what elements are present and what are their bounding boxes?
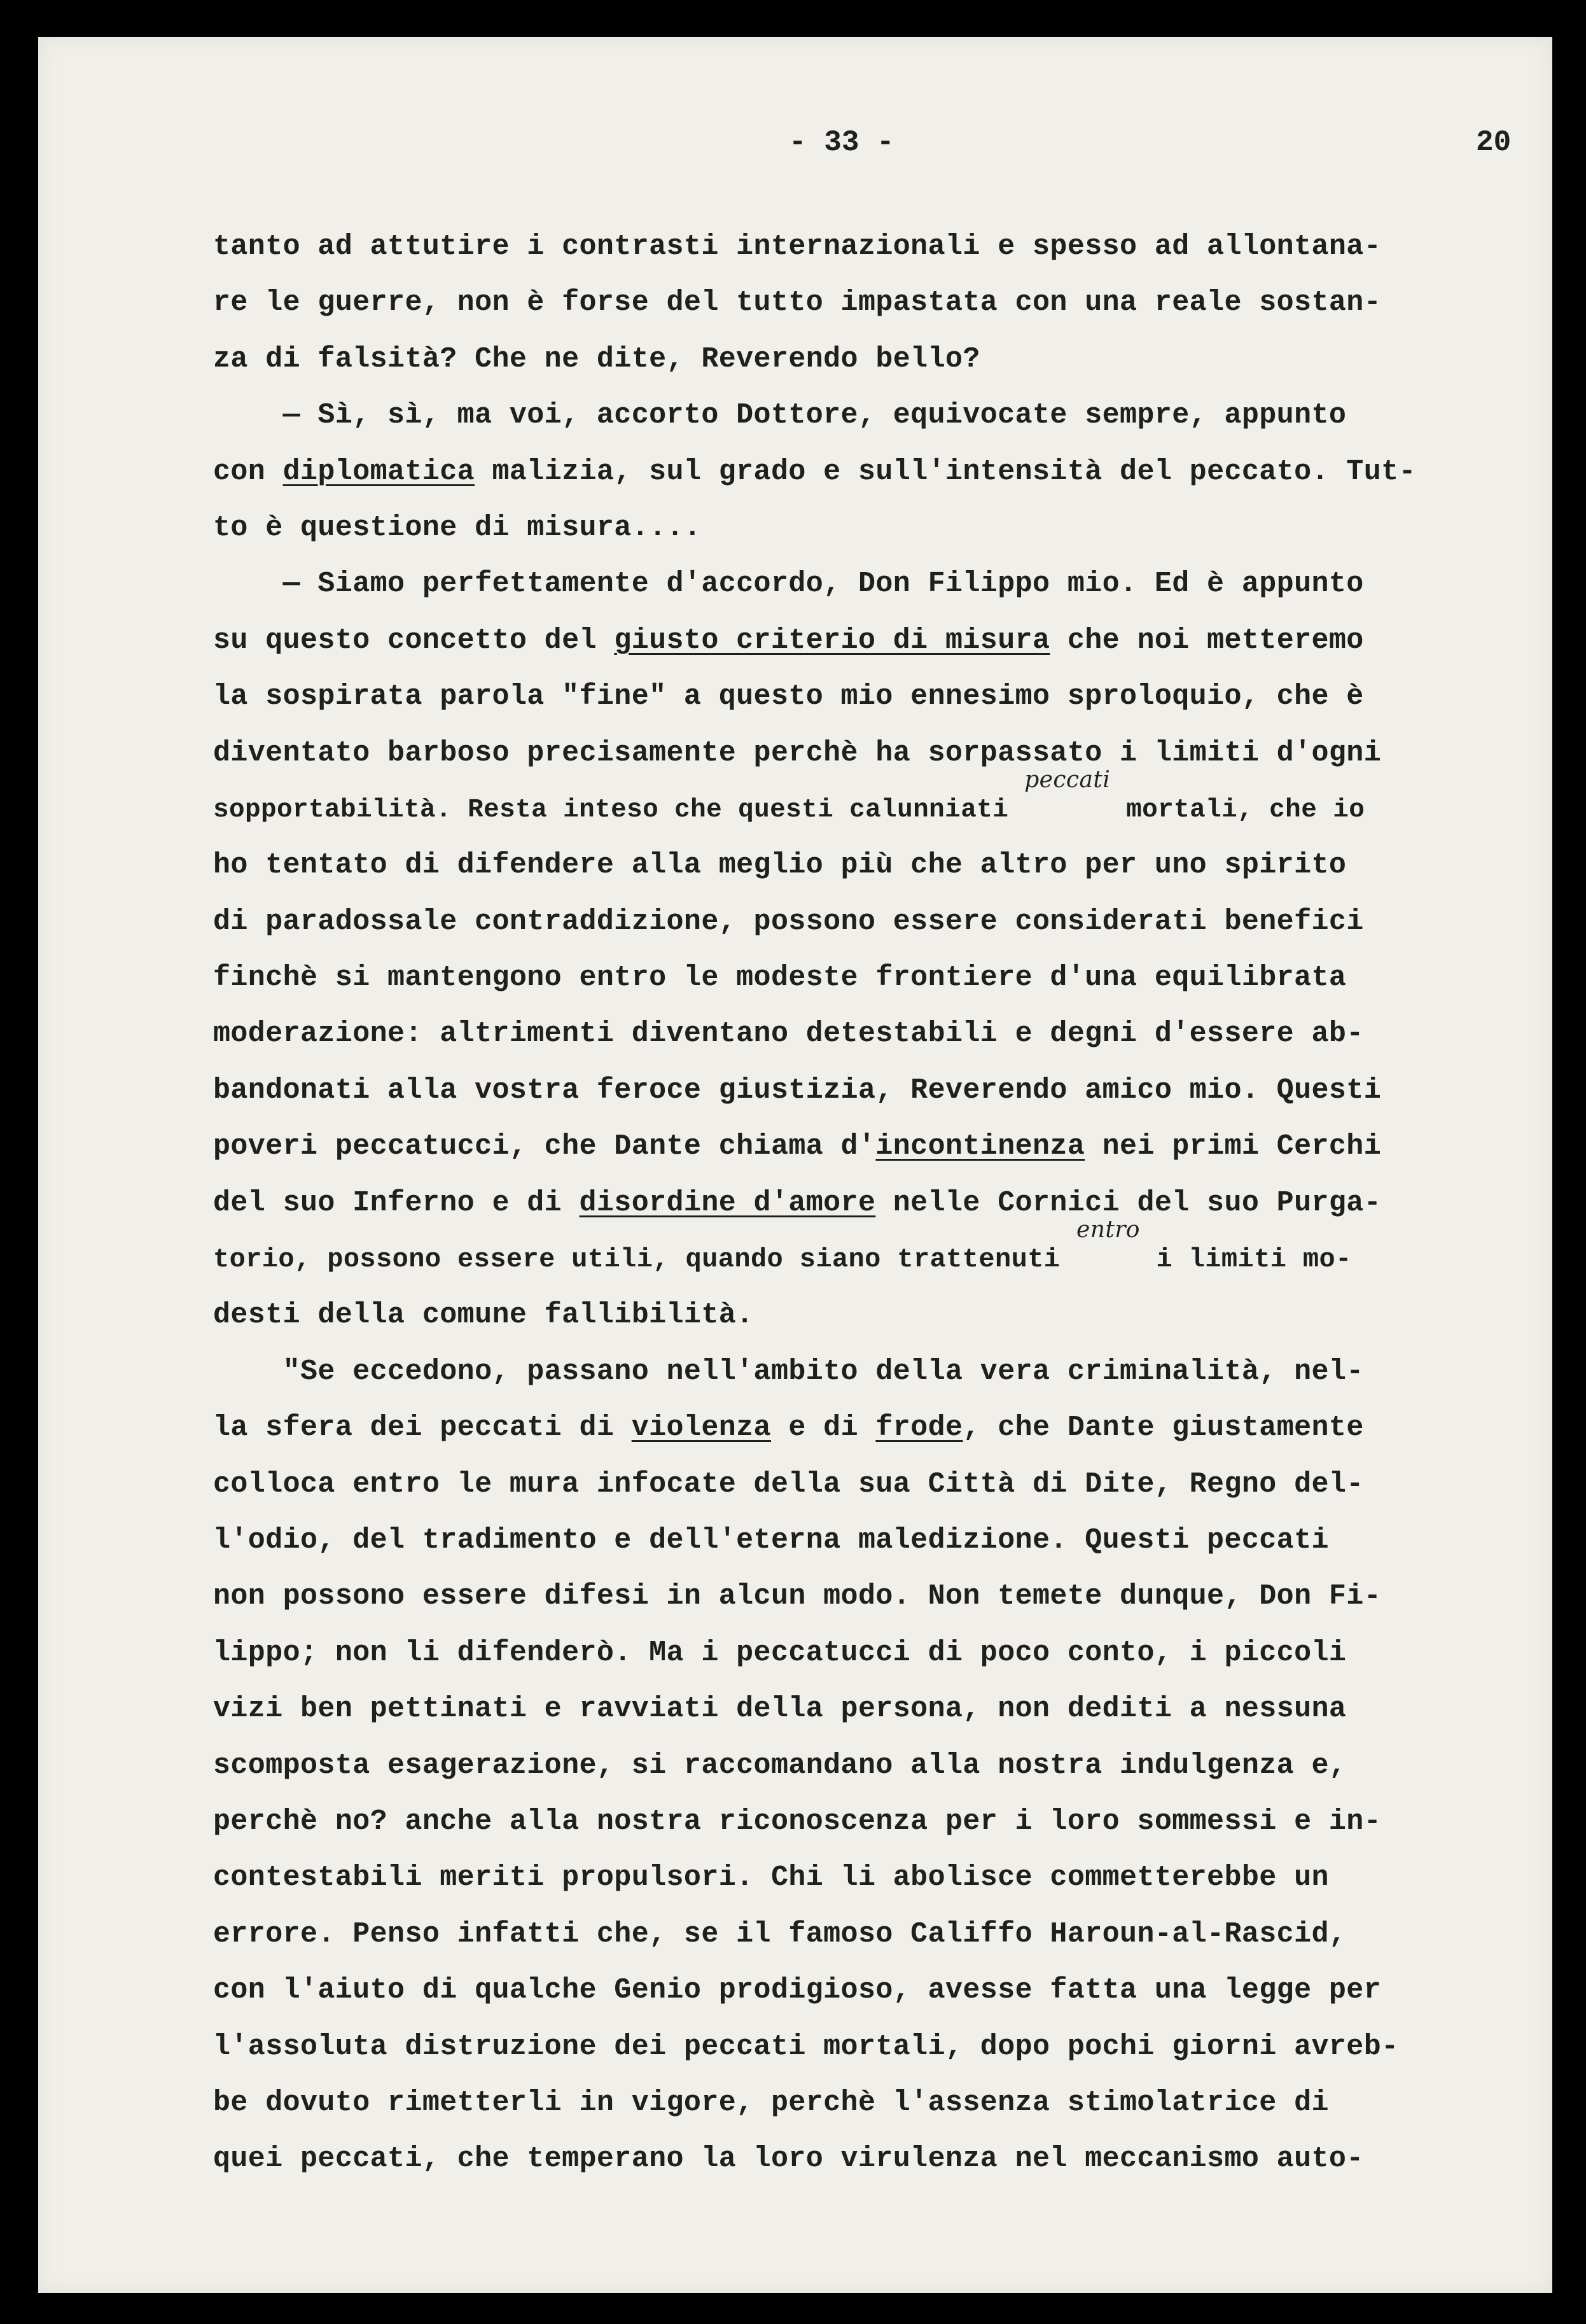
text-line: diventato barboso precisamente perchè ha sorpassato i limiti d'ogni	[213, 736, 1382, 769]
text-line: poveri peccatucci, che Dante chiama d'incontinenza nei primi Cerchi	[213, 1130, 1382, 1163]
underlined-word: diplomatica	[282, 455, 475, 488]
text-line: la sfera dei peccati di violenza e di frode, che Dante giustamente	[213, 1411, 1364, 1445]
text-line: con diplomatica malizia, sul grado e sull'intensità del peccato. Tut-	[213, 455, 1416, 488]
text-line: finchè si mantengono entro le modeste frontiere d'una equilibrata	[213, 962, 1347, 995]
text-line: del suo Inferno e di disordine d'amore nelle Cornici del suo Purga-	[213, 1186, 1382, 1219]
text-line: non possono essere difesi in alcun modo. Non temete dunque, Don Fi-	[213, 1580, 1382, 1613]
handwritten-insertion: peccati	[1024, 766, 1111, 793]
text-line: ho tentato di difendere alla meglio più che altro per uno spirito	[213, 849, 1347, 882]
text-line: su questo concetto del giusto criterio di misura che noi metteremo	[213, 624, 1364, 657]
text-line: vizi ben pettinati e ravviati della persona, non dediti a nessuna	[213, 1693, 1347, 1726]
text-line: be dovuto rimetterli in vigore, perchè l'assenza stimolatrice di	[213, 2086, 1329, 2119]
text-line: errore. Penso infatti che, se il famoso Califfo Haroun-al-Rascid,	[213, 1917, 1347, 1950]
text-line: re le guerre, non è forse del tutto impastata con una reale sostan-	[213, 286, 1382, 319]
folio-number: 20	[1476, 126, 1512, 159]
text-line: contestabili meriti propulsori. Chi li abolisce commetterebbe un	[213, 1861, 1329, 1894]
text-line: di paradossale contraddizione, possono essere considerati benefici	[213, 905, 1364, 938]
underlined-phrase: giusto criterio di misura	[614, 624, 1050, 657]
text-line: tanto ad attutire i contrasti internazionali e spesso ad allontana-	[213, 230, 1382, 263]
text-line: — Sì, sì, ma voi, accorto Dottore, equivocate sempre, appunto	[213, 399, 1347, 432]
text-line: desti della comune fallibilità.	[213, 1299, 754, 1332]
underlined-word: incontinenza	[875, 1130, 1085, 1163]
typescript-page	[38, 37, 1552, 2293]
text-line: perchè no? anche alla nostra riconoscenza per i loro sommessi e in-	[213, 1805, 1382, 1838]
text-line: za di falsità? Che ne dite, Reverendo bello?	[213, 342, 980, 375]
text-line: torio, possono essere utili, quando siano trattenuti entro i limiti mo-	[213, 1217, 1352, 1275]
text-line: quei peccati, che temperano la loro virulenza nel meccanismo auto-	[213, 2143, 1364, 2176]
text-line: l'assoluta distruzione dei peccati mortali, dopo pochi giorni avreb-	[213, 2030, 1399, 2063]
text-line: moderazione: altrimenti diventano detestabili e degni d'essere ab-	[213, 1018, 1364, 1051]
text-line: — Siamo perfettamente d'accordo, Don Filippo mio. Ed è appunto	[213, 568, 1364, 601]
handwritten-insertion: entro	[1076, 1217, 1140, 1243]
text-line: lippo; non li difenderò. Ma i peccatucci di poco conto, i piccoli	[213, 1636, 1347, 1669]
text-line: sopportabilità. Resta inteso che questi calunniati peccati mortali, che io	[213, 766, 1365, 825]
page-number: - 33 -	[789, 126, 894, 159]
text-line: bandonati alla vostra feroce giustizia, Reverendo amico mio. Questi	[213, 1074, 1382, 1107]
body-text	[213, 219, 1536, 2188]
text-line: "Se eccedono, passano nell'ambito della vera criminalità, nel-	[213, 1355, 1364, 1388]
text-line: to è questione di misura....	[213, 511, 702, 544]
text-line: scomposta esagerazione, si raccomandano alla nostra indulgenza e,	[213, 1749, 1347, 1782]
text-line: con l'aiuto di qualche Genio prodigioso, avesse fatta una legge per	[213, 1974, 1382, 2007]
text-line: l'odio, del tradimento e dell'eterna maledizione. Questi peccati	[213, 1523, 1329, 1557]
underlined-phrase: disordine d'amore	[579, 1186, 876, 1219]
text-line: colloca entro le mura infocate della sua Città di Dite, Regno del-	[213, 1467, 1364, 1501]
underlined-word: violenza	[631, 1411, 771, 1445]
underlined-word: frode	[875, 1411, 963, 1445]
text-line: la sospirata parola "fine" a questo mio ennesimo sproloquio, che è	[213, 680, 1364, 713]
